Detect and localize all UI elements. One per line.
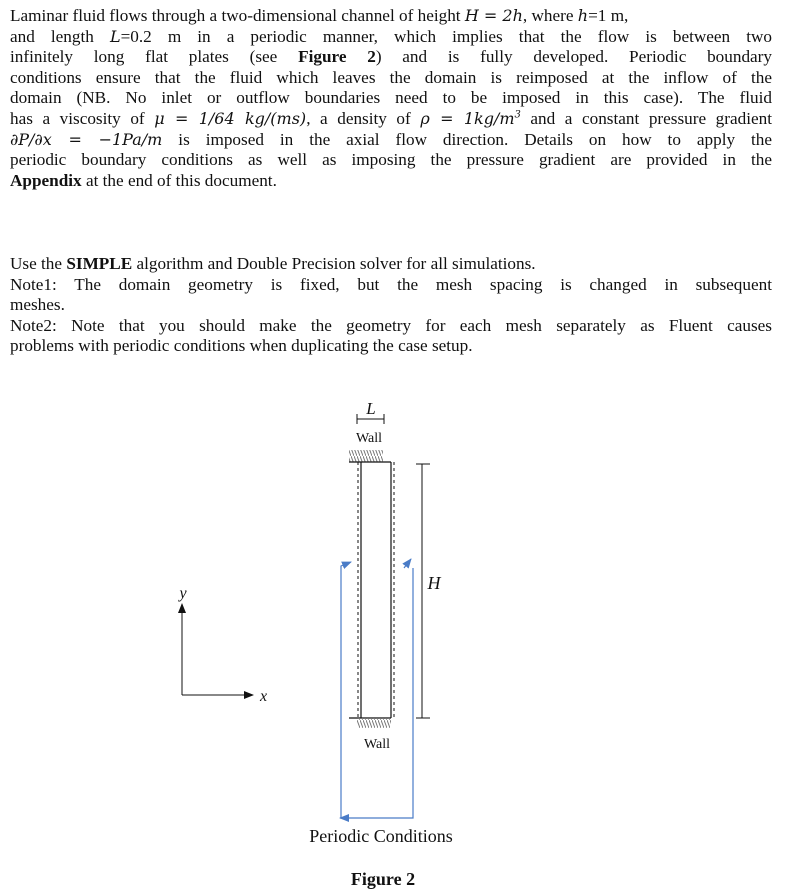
- periodic-inflow-path: [341, 562, 351, 818]
- periodic-conditions-caption: Periodic Conditions: [309, 826, 453, 846]
- wall-bottom-label: Wall: [363, 737, 391, 752]
- y-axis-label: y: [179, 585, 187, 602]
- simple-algorithm-label: SIMPLE: [66, 254, 133, 273]
- line: Use the SIMPLE algorithm and Double Precision solver for all simulations.: [10, 254, 536, 273]
- figure-reference: Figure 2: [298, 47, 376, 67]
- viscosity-equation: μ = 1/64 kg/(ms): [154, 108, 307, 128]
- x-axis-label: x: [260, 688, 268, 705]
- note2-line: Note2: Note that you should make the geometry for each mesh separately as Fluent causes: [10, 315, 772, 335]
- pressure-gradient-equation: ∂P/∂x = −1Pa/m: [10, 129, 163, 149]
- bottom-wall-hatch: [357, 718, 391, 728]
- density-equation: $\rho = 1kg/m^3$: [420, 108, 521, 128]
- periodic-outflow-arrow: [404, 559, 411, 568]
- line: domain (NB. No inlet or outflow boundaries need to be imposed in this case). The fluid: [10, 88, 772, 108]
- figure-caption: Figure 2: [350, 869, 416, 889]
- line: has a viscosity of μ = 1/64 kg/(ms), a density of $\rho = 1kg/m^3$ and a constant pressure gradient: [10, 108, 772, 128]
- wall-top-label: Wall: [355, 431, 383, 446]
- note1-line: meshes.: [10, 295, 65, 315]
- note2-line: problems with periodic conditions when duplicating the case setup.: [10, 336, 473, 356]
- line: ∂P/∂x = −1Pa/m is imposed in the axial flow direction. Details on how to apply the: [10, 129, 772, 149]
- top-wall-hatch: [349, 450, 383, 462]
- line: Appendix at the end of this document.: [10, 170, 277, 190]
- line: periodic boundary conditions as well as imposing the pressure gradient are provided in the: [10, 150, 772, 170]
- L-label: L: [366, 399, 376, 418]
- H-label: H: [427, 573, 441, 593]
- line: conditions ensure that the fluid which leaves the domain is reimposed at the inflow of the: [10, 67, 772, 87]
- appendix-reference: Appendix: [10, 170, 82, 190]
- line: and length L=0.2 m in a periodic manner, which implies that the flow is between two: [10, 26, 772, 46]
- note1-line: Note1: The domain geometry is fixed, but the mesh spacing is changed in subsequent: [10, 274, 772, 294]
- line: infinitely long flat plates (see Figure 2) and is fully developed. Periodic boundary: [10, 47, 772, 67]
- periodic-outflow-path: [340, 568, 413, 818]
- line: Laminar fluid flows through a two-dimensional channel of height H = 2h, where h=1 m,: [10, 6, 629, 25]
- height-equation: H = 2h: [464, 6, 523, 25]
